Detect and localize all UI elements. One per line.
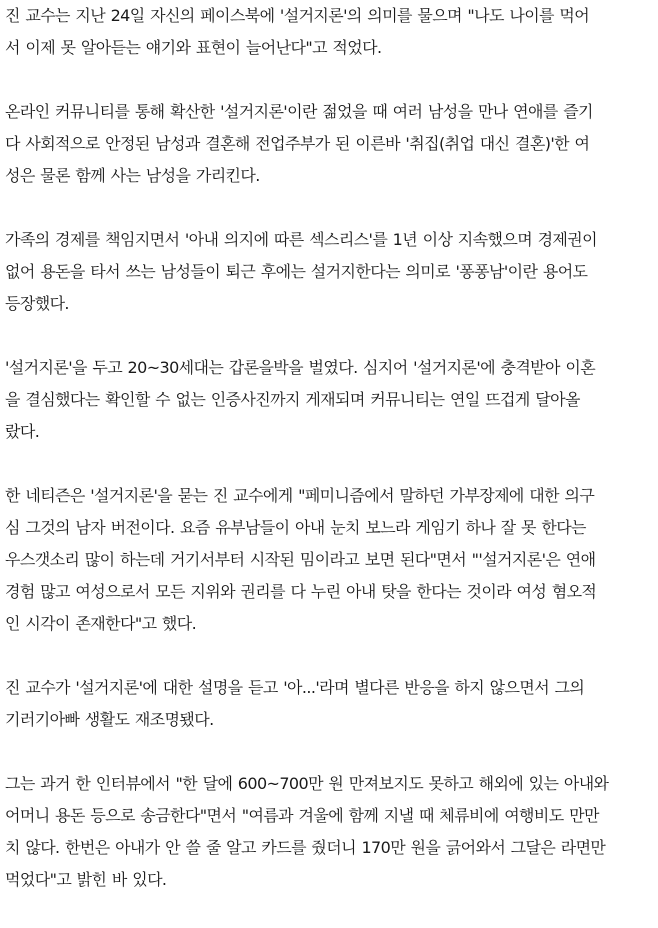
text-line: 다 사회적으로 안정된 남성과 결혼해 전업주부가 된 이른바 '취집(취업 대신 결혼)'한 여 <box>5 134 590 153</box>
paragraph <box>5 224 653 320</box>
paragraph <box>5 96 653 192</box>
text-line: 기러기아빠 생활도 재조명됐다. <box>5 710 214 729</box>
text-line: 그는 과거 한 인터뷰에서 "한 달에 600~700만 원 만져보지도 못하고 해외에 있는 아내와 <box>5 774 609 793</box>
article-body <box>5 0 653 928</box>
text-line: 한 네티즌은 '설거지론'을 묻는 진 교수에게 "페미니즘에서 말하던 가부장제에 대한 의구 <box>5 486 595 505</box>
text-line: 심 그것의 남자 버전이다. 요즘 유부남들이 아내 눈치 보느라 게임기 하나 잘 못 한다는 <box>5 518 586 537</box>
text-line: 없어 용돈을 타서 쓰는 남성들이 퇴근 후에는 설거지한다는 의미로 '퐁퐁남'이란 용어도 <box>5 262 588 281</box>
text-line: 우스갯소리 많이 하는데 거기서부터 시작된 밈이라고 보면 된다"면서 "'설거지론'은 연애 <box>5 550 596 569</box>
text-line: 어머니 용돈 등으로 송금한다"면서 "여름과 겨울에 함께 지낼 때 체류비에 여행비도 만만 <box>5 806 599 825</box>
text-line: 진 교수가 '설거지론'에 대한 설명을 듣고 '아...'라며 별다른 반응을 하지 않으면서 그의 <box>5 678 585 697</box>
text-line: 진 교수는 지난 24일 자신의 페이스북에 '설거지론'의 의미를 물으며 "나도 나이를 먹어 <box>5 6 590 25</box>
text-line: 가족의 경제를 책임지면서 '아내 의지에 따른 섹스리스'를 1년 이상 지속했으며 경제권이 <box>5 230 597 249</box>
text-line: 치 않다. 한번은 아내가 안 쓸 줄 알고 카드를 줬더니 170만 원을 긁어와서 그달은 라면만 <box>5 838 606 857</box>
text-line: 인 시각이 존재한다"고 했다. <box>5 614 197 633</box>
paragraph <box>5 0 653 64</box>
text-line: 등장했다. <box>5 294 69 313</box>
paragraph <box>5 480 653 640</box>
text-line: 온라인 커뮤니티를 통해 확산한 '설거지론'이란 젊었을 때 여러 남성을 만나 연애를 즐기 <box>5 102 593 121</box>
text-line: 랐다. <box>5 422 40 441</box>
text-line: 서 이제 못 알아듣는 얘기와 표현이 늘어난다"고 적었다. <box>5 38 382 57</box>
text-line: 경험 많고 여성으로서 모든 지위와 권리를 다 누린 아내 탓을 한다는 것이라 여성 혐오적 <box>5 582 597 601</box>
text-line: '설거지론'을 두고 20~30세대는 갑론을박을 벌였다. 심지어 '설거지론'에 충격받아 이혼 <box>5 358 596 377</box>
paragraph <box>5 352 653 448</box>
paragraph <box>5 672 653 736</box>
text-line: 을 결심했다는 확인할 수 없는 인증사진까지 게재되며 커뮤니티는 연일 뜨겁게 달아올 <box>5 390 580 409</box>
text-line: 먹었다"고 밝힌 바 있다. <box>5 870 167 889</box>
paragraph <box>5 768 653 896</box>
text-line: 성은 물론 함께 사는 남성을 가리킨다. <box>5 166 260 185</box>
